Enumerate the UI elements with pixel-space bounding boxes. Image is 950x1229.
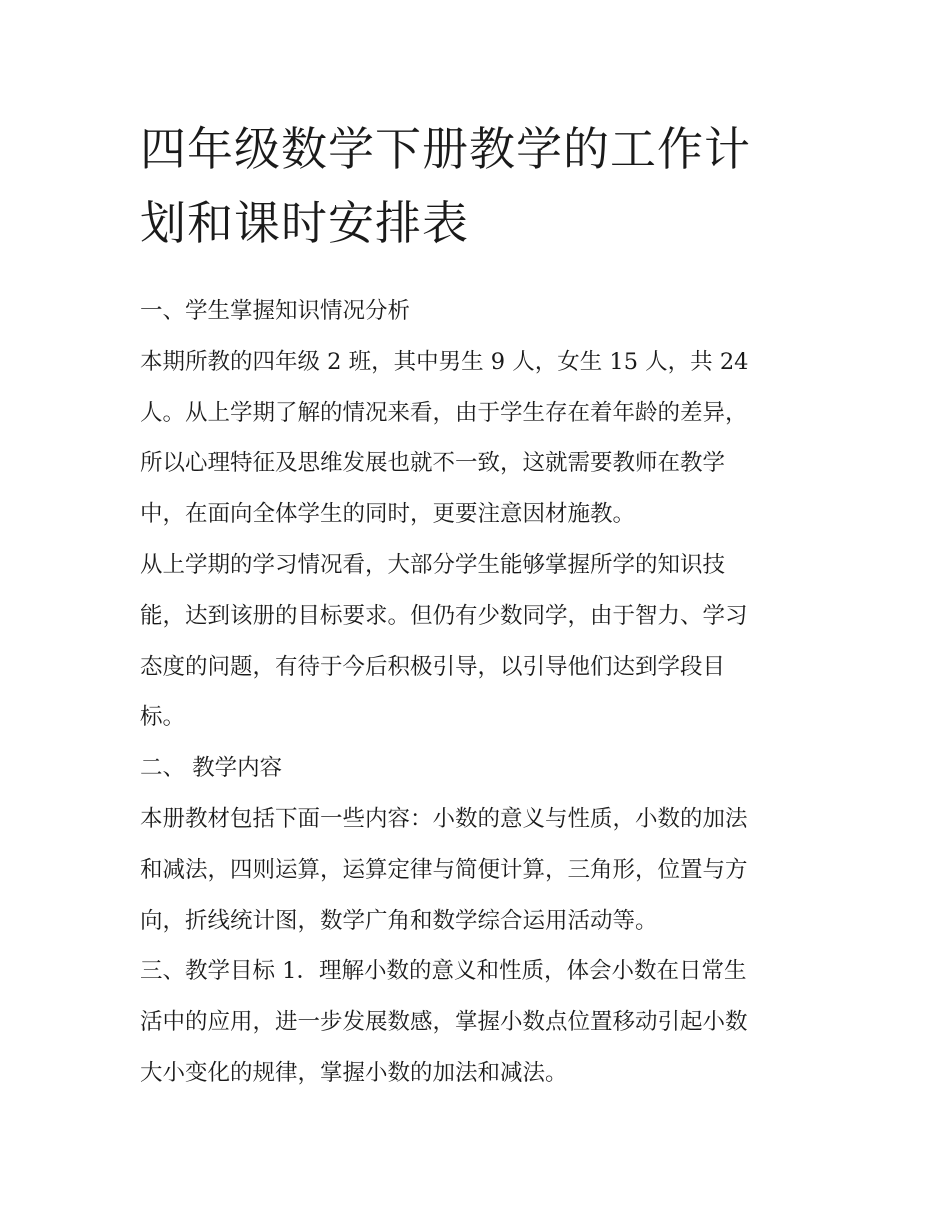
text-line: 从上学期的学习情况看，大部分学生能够掌握所学的知识技 xyxy=(140,551,726,578)
text-line: 人。从上学期了解的情况来看，由于学生存在着年龄的差异， xyxy=(140,399,748,426)
text-line: 向，折线统计图，数学广角和数学综合运用活动等。 xyxy=(140,907,658,934)
paragraph-teaching-goals xyxy=(140,946,816,1098)
text-line: 本期所教的四年级 2 班，其中男生 9 人，女生 15 人，共 24 xyxy=(140,348,749,375)
text-line: 标。 xyxy=(140,704,186,731)
text-line: 三、教学目标 1．理解小数的意义和性质，体会小数在日常生 xyxy=(140,958,747,985)
text-line: 中，在面向全体学生的同时，更要注意因材施教。 xyxy=(140,501,636,528)
text-line: 和减法，四则运算，运算定律与简便计算，三角形，位置与方 xyxy=(140,856,748,883)
text-line: 能，达到该册的目标要求。但仍有少数同学，由于智力、学习 xyxy=(140,602,748,629)
text-line: 态度的问题，有待于今后积极引导，以引导他们达到学段目 xyxy=(140,653,726,680)
text-line: 活中的应用，进一步发展数感，掌握小数点位置移动引起小数 xyxy=(140,1009,748,1036)
text-line: 二、 教学内容 xyxy=(140,755,283,782)
document-title xyxy=(140,112,816,260)
section-heading-student-analysis xyxy=(140,286,816,337)
title-line: 划和课时安排表 xyxy=(140,196,469,250)
document-body xyxy=(140,286,816,1099)
text-line: 所以心理特征及思维发展也就不一致，这就需要教师在教学 xyxy=(140,450,726,477)
paragraph-class-overview xyxy=(140,337,816,540)
text-line: 一、学生掌握知识情况分析 xyxy=(140,298,411,324)
section-heading-teaching-content xyxy=(140,743,816,794)
paragraph-textbook-content xyxy=(140,794,816,946)
document-content xyxy=(140,112,816,1099)
text-line: 大小变化的规律，掌握小数的加法和减法。 xyxy=(140,1059,568,1086)
title-line: 四年级数学下册教学的工作计 xyxy=(140,122,751,176)
paragraph-learning-status xyxy=(140,540,816,743)
text-line: 本册教材包括下面一些内容：小数的意义与性质，小数的加法 xyxy=(140,805,748,832)
